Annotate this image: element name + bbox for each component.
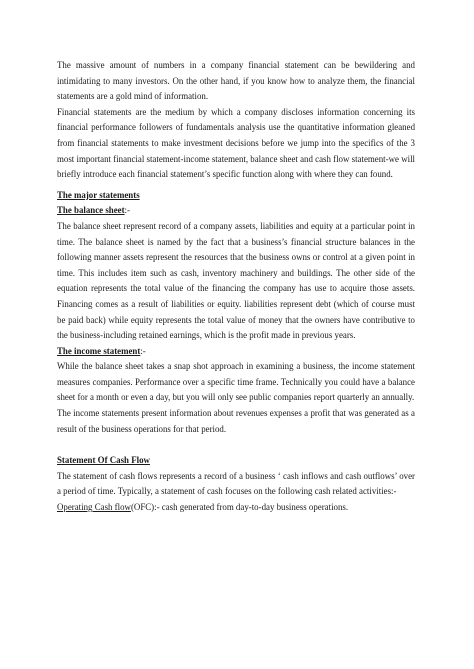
cash-flow-heading: Statement Of Cash Flow [57, 455, 150, 466]
income-statement-heading: The income statement [57, 345, 141, 356]
balance-sheet-heading: The balance sheet [57, 205, 125, 216]
intro-paragraph-1: The massive amount of numbers in a company financial statement can be bewildering and intimidating to many investors. On the other hand, if you know how to analyze them, the financial statements are a gold mind of information. [57, 60, 415, 102]
income-statement-paragraph-2: The income statements present information about revenues expenses a profit that was generated as a result of the business operations for that period. [57, 408, 415, 434]
operating-cash-flow-term: Operating Cash flow [57, 502, 131, 513]
operating-cash-flow-line [57, 500, 415, 516]
operating-cash-flow-description: (OFC):- cash generated from day-to-day business operations. [130, 502, 349, 513]
spacer [57, 437, 415, 453]
intro-paragraph-2: Financial statements are the medium by which a company discloses information concerning its financial performance followers of fundamentals analysis use the quantitative information gleaned from financial statements to make investment decisions before we jump into the specifics of the 3 most important financial statement-income statement, balance sheet and cash flow statement-we will briefly introduce each financial statement’s specific function along with where they can found. [57, 106, 415, 180]
balance-sheet-heading-line [57, 203, 415, 219]
balance-sheet-heading-suffix: :- [124, 205, 130, 216]
income-statement-paragraph-1: While the balance sheet takes a snap shot approach in examining a business, the income statement measures companies. Performance over a specific time frame. Technically you could have a balance sheet for a month or even a day, but you will only see public companies report quarterly an annually. [57, 361, 415, 403]
income-statement-heading-line [57, 344, 415, 360]
cash-flow-paragraph: The statement of cash flows represents a record of a business ‘ cash inflows and cash outflows’ over a period of time. Typically, a statement of cash focuses on the following cash related activities:- [57, 470, 415, 497]
balance-sheet-paragraph: The balance sheet represent record of a company assets, liabilities and equity at a particular point in time. The balance sheet is named by the fact that a business’s financial structure balances in the following manner assets represent the resources that the business owns or control at a given point in time. This includes item such as cash, inventory machinery and buildings. The other side of the equation represents the total value of the financing the company has use to acquire those assets. Financing comes as a result of liabilities or equity. liabilities represent debt (which of course must be paid back) while equity represents the total value of money that the owners have contributive to the business-including retained earnings, which is the profit made in previous years. [57, 220, 415, 341]
income-statement-heading-suffix: :- [140, 345, 146, 356]
major-statements-heading: The major statements [57, 189, 140, 200]
document-page [57, 58, 415, 516]
